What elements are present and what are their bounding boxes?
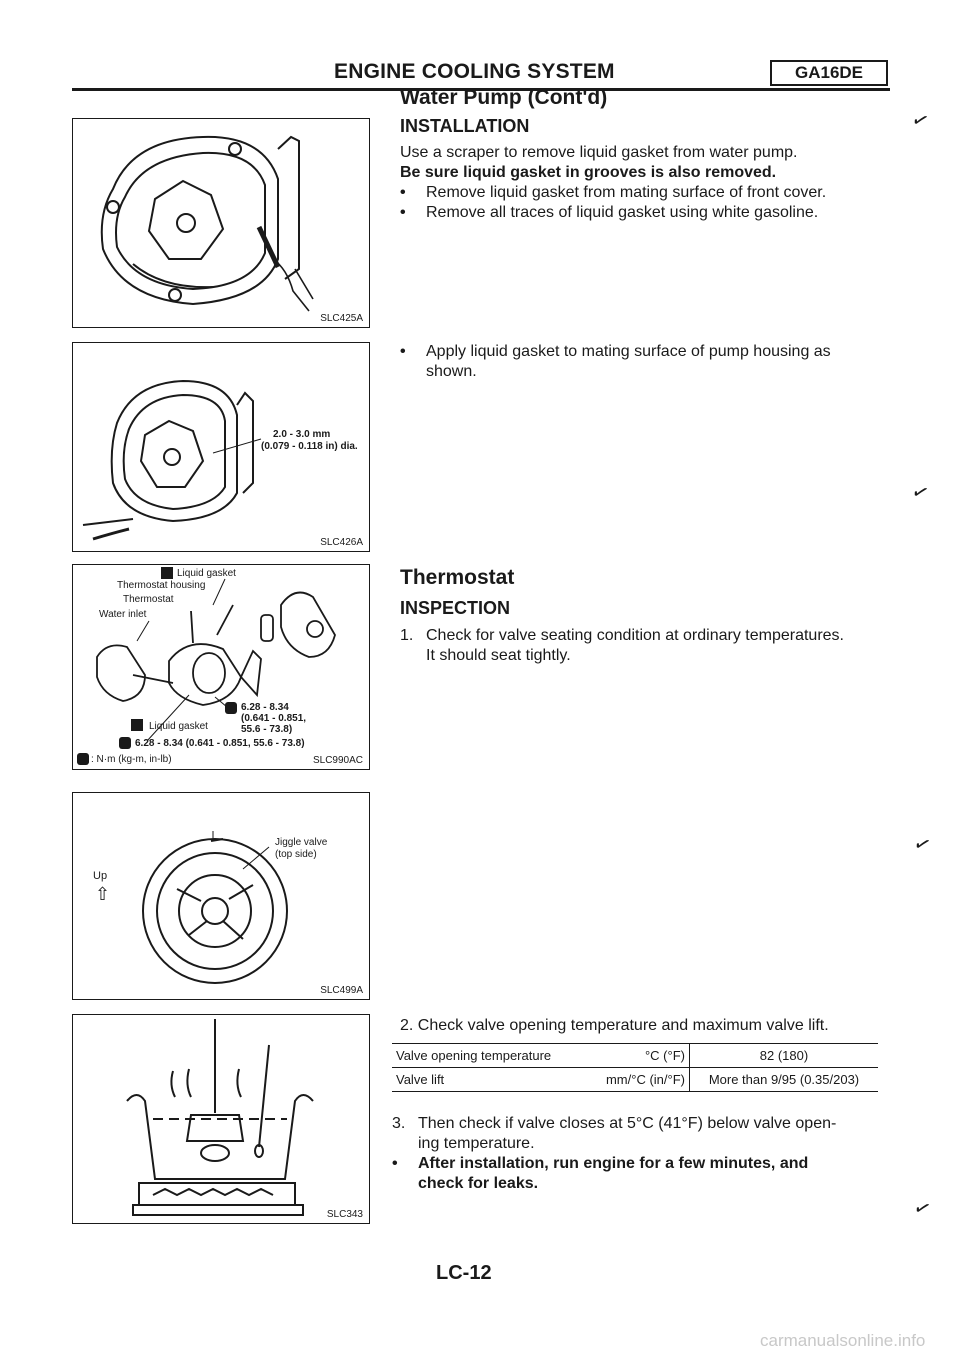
torque-wrench-icon	[119, 737, 131, 749]
figure-jiggle-valve	[72, 792, 370, 1000]
liquid-gasket-icon	[161, 567, 173, 579]
spec-unit: °C (°F)	[586, 1044, 690, 1068]
inspection-step-3: 3. Then check if valve closes at 5°C (41°F) below valve open- ing temperature. • After installation, run engine for a few minutes, and check for leaks.	[392, 1114, 882, 1194]
installation-intro: Use a scraper to remove liquid gasket from water pump.	[400, 144, 798, 161]
apply-gasket-bullet: • Apply liquid gasket to mating surface of pump housing as shown.	[400, 343, 831, 380]
installation-bullet: • Remove all traces of liquid gasket using white gasoline.	[400, 204, 819, 221]
up-label: Up	[93, 870, 108, 882]
valve-spec-table	[392, 1043, 878, 1092]
torque-wrench-icon	[77, 753, 89, 765]
up-arrow-icon: ⇧	[95, 884, 111, 904]
jiggle-valve-label: Jiggle valve	[275, 837, 328, 848]
spec-value: 82 (180)	[759, 1048, 809, 1063]
torque-wrench-icon	[225, 702, 237, 714]
bead-diameter-label: 2.0 - 3.0 mm	[273, 429, 331, 440]
thermostat-label: Thermostat	[123, 594, 174, 605]
water-pump-title: Water Pump (Cont'd)	[400, 86, 608, 109]
figure-code: SLC499A	[320, 985, 363, 996]
water-pump-illustration	[73, 119, 370, 328]
liquid-gasket-icon	[131, 719, 143, 731]
torque-spec-label: 6.28 - 8.34	[241, 702, 289, 713]
installation-heading: INSTALLATION	[400, 116, 530, 136]
torque-spec-label: 55.6 - 73.8)	[241, 724, 293, 735]
page-number: LC-12	[436, 1262, 492, 1284]
thermostat-top-view-illustration	[73, 793, 370, 1000]
check-mark-icon: ✓	[910, 831, 934, 859]
liquid-gasket-label: Liquid gasket	[177, 568, 236, 579]
inspection-step-2: 2. Check valve opening temperature and maximum valve lift.	[400, 1017, 829, 1034]
torque-spec-label: (0.641 - 0.851,	[241, 713, 307, 724]
figure-scraper-removal	[72, 118, 370, 328]
figure-gasket-application	[72, 342, 370, 552]
check-mark-icon: ✓	[908, 107, 932, 135]
installation-bullet: • Remove liquid gasket from mating surface of front cover.	[400, 184, 827, 201]
inspection-heading: INSPECTION	[400, 598, 511, 618]
water-inlet-label: Water inlet	[99, 609, 147, 620]
check-mark-icon: ✓	[910, 1195, 934, 1223]
page-header-title: ENGINE COOLING SYSTEM	[334, 60, 615, 83]
spec-item: Valve opening temperature	[396, 1048, 552, 1063]
thermostat-title: Thermostat	[400, 566, 515, 589]
table-row	[392, 1044, 878, 1068]
final-check-bullet: • After installation, run engine for a few minutes, and	[392, 1155, 809, 1172]
watermark: carmanualsonline.info	[760, 1331, 926, 1350]
torque-spec-label: 6.28 - 8.34 (0.641 - 0.851, 55.6 - 73.8)	[135, 738, 305, 749]
spec-item: Valve lift	[396, 1072, 445, 1087]
spec-unit: mm/°C (in/°F)	[586, 1068, 690, 1092]
figure-valve-lift-test	[72, 1014, 370, 1224]
table-row	[392, 1068, 878, 1092]
figure-code: SLC425A	[320, 313, 363, 324]
figure-code: SLC990AC	[312, 755, 363, 766]
jiggle-valve-label: (top side)	[275, 849, 317, 860]
inspection-step-1: 1. Check for valve seating condition at ordinary temperatures. It should seat tightly.	[400, 627, 844, 664]
figure-thermostat-exploded	[72, 564, 370, 770]
bead-diameter-label: (0.079 - 0.118 in) dia.	[261, 441, 358, 452]
figure-code: SLC343	[326, 1209, 363, 1220]
spec-value: More than 9/95 (0.35/203)	[708, 1072, 860, 1087]
thermostat-housing-label: Thermostat housing	[117, 580, 206, 591]
installation-text	[400, 143, 880, 223]
check-mark-icon: ✓	[908, 479, 932, 507]
installation-bold-note: Be sure liquid gasket in grooves is also removed.	[400, 164, 777, 181]
unit-legend: : N·m (kg-m, in-lb)	[91, 754, 172, 765]
liquid-gasket-label: Liquid gasket	[149, 721, 208, 732]
figure-code: SLC426A	[320, 537, 363, 548]
heating-test-illustration	[73, 1015, 370, 1224]
engine-code-badge: GA16DE	[770, 60, 888, 86]
